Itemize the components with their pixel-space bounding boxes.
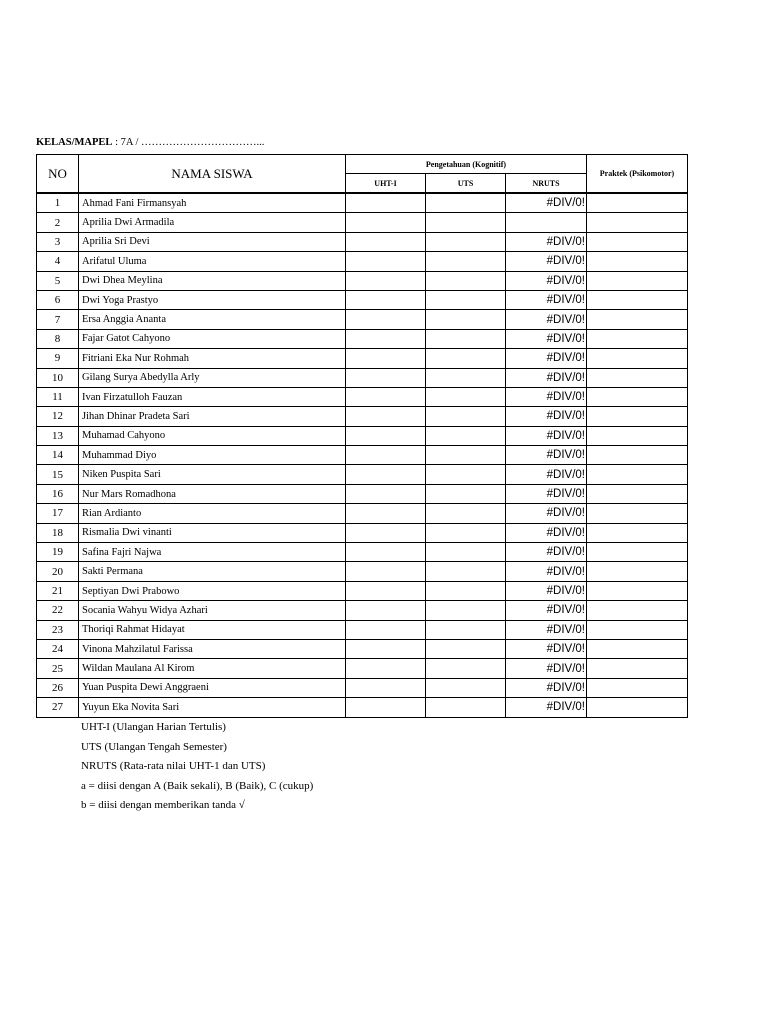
nruts-score-cell bbox=[506, 213, 587, 232]
student-name-cell bbox=[79, 213, 346, 232]
header-cognitive-group: Pengetahuan (Kognitif) bbox=[346, 155, 587, 174]
student-name-cell-text: Aprilia Sri Devi bbox=[82, 236, 150, 248]
practice-score-cell bbox=[587, 329, 688, 348]
uts-score-cell bbox=[426, 581, 506, 600]
practice-score-cell bbox=[587, 446, 688, 465]
uht-score-cell bbox=[346, 523, 426, 542]
class-subject-value: : 7A / ……………………………... bbox=[115, 137, 265, 148]
practice-score-cell bbox=[587, 543, 688, 562]
nruts-score-cell bbox=[506, 193, 587, 213]
table-row bbox=[37, 290, 688, 309]
uts-score-cell bbox=[426, 310, 506, 329]
student-name-cell-text: Rismalia Dwi vinanti bbox=[82, 527, 172, 539]
student-name-cell-text: Muhamad Cahyono bbox=[82, 430, 166, 442]
row-number-cell: 19 bbox=[37, 543, 79, 562]
uht-score-cell bbox=[346, 543, 426, 562]
practice-score-cell bbox=[587, 678, 688, 697]
table-row bbox=[37, 426, 688, 445]
student-name-cell-text: Vinona Mahzilatul Farissa bbox=[82, 643, 193, 655]
header-student-name: NAMA SISWA bbox=[79, 155, 346, 194]
nruts-score-cell bbox=[506, 698, 587, 717]
nruts-score-cell-text: #DIV/0! bbox=[546, 391, 585, 404]
uht-score-cell bbox=[346, 271, 426, 290]
student-name-cell-text: Socania Wahyu Widya Azhari bbox=[82, 604, 208, 616]
nruts-score-cell-text: #DIV/0! bbox=[546, 488, 585, 501]
uht-score-cell bbox=[346, 349, 426, 368]
header-practice: Praktek (Psikomotor) bbox=[587, 155, 688, 194]
nruts-score-cell bbox=[506, 465, 587, 484]
nruts-score-cell bbox=[506, 310, 587, 329]
practice-score-cell bbox=[587, 310, 688, 329]
nruts-score-cell-text: #DIV/0! bbox=[546, 585, 585, 597]
student-name-cell bbox=[79, 426, 346, 445]
header-uht: UHT-I bbox=[346, 174, 426, 194]
table-row bbox=[37, 446, 688, 465]
nruts-score-cell-text: #DIV/0! bbox=[546, 526, 585, 539]
uts-score-cell bbox=[426, 562, 506, 581]
table-row bbox=[37, 484, 688, 503]
student-name-cell bbox=[79, 678, 346, 697]
row-number-cell: 16 bbox=[37, 484, 79, 503]
uts-score-cell bbox=[426, 252, 506, 271]
uts-score-cell bbox=[426, 523, 506, 542]
student-name-cell bbox=[79, 193, 346, 213]
nruts-score-cell-text: #DIV/0! bbox=[546, 507, 585, 520]
legend-notes bbox=[81, 718, 313, 816]
nruts-score-cell bbox=[506, 581, 587, 600]
nruts-score-cell-text: #DIV/0! bbox=[546, 274, 585, 287]
table-row bbox=[37, 387, 688, 406]
student-name-cell bbox=[79, 601, 346, 620]
note-a: a = diisi dengan A (Baik sekali), B (Baik), C (cukup) bbox=[81, 779, 314, 792]
student-name-cell bbox=[79, 368, 346, 387]
nruts-score-cell bbox=[506, 426, 587, 445]
nruts-score-cell-text: #DIV/0! bbox=[546, 313, 585, 326]
uts-score-cell bbox=[426, 193, 506, 213]
nruts-score-cell-text: #DIV/0! bbox=[546, 623, 585, 636]
student-name-cell bbox=[79, 252, 346, 271]
nruts-score-cell-text: #DIV/0! bbox=[546, 332, 585, 345]
table-row bbox=[37, 407, 688, 426]
uts-score-cell bbox=[426, 698, 506, 717]
practice-score-cell bbox=[587, 252, 688, 271]
uts-score-cell bbox=[426, 601, 506, 620]
uht-score-cell bbox=[346, 446, 426, 465]
table-row bbox=[37, 465, 688, 484]
nruts-score-cell bbox=[506, 387, 587, 406]
uts-score-cell bbox=[426, 426, 506, 445]
row-number-cell: 4 bbox=[37, 252, 79, 271]
practice-score-cell bbox=[587, 426, 688, 445]
practice-score-cell bbox=[587, 387, 688, 406]
student-name-cell-text: Aprilia Dwi Armadila bbox=[82, 217, 175, 229]
uht-score-cell bbox=[346, 387, 426, 406]
row-number-cell: 23 bbox=[37, 620, 79, 639]
row-number-cell: 22 bbox=[37, 601, 79, 620]
uts-score-cell bbox=[426, 484, 506, 503]
nruts-score-cell-text: #DIV/0! bbox=[546, 197, 585, 210]
nruts-score-cell-text: #DIV/0! bbox=[546, 294, 585, 307]
practice-score-cell bbox=[587, 349, 688, 368]
nruts-score-cell bbox=[506, 252, 587, 271]
nruts-score-cell bbox=[506, 349, 587, 368]
row-number-cell: 27 bbox=[37, 698, 79, 717]
nruts-score-cell bbox=[506, 368, 587, 387]
table-row bbox=[37, 329, 688, 348]
nruts-score-cell bbox=[506, 523, 587, 542]
student-name-cell bbox=[79, 543, 346, 562]
uht-score-cell bbox=[346, 601, 426, 620]
student-name-cell bbox=[79, 698, 346, 717]
practice-score-cell bbox=[587, 659, 688, 678]
table-row bbox=[37, 659, 688, 678]
uts-score-cell bbox=[426, 271, 506, 290]
table-row bbox=[37, 368, 688, 387]
note-b: b = diisi dengan memberikan tanda √ bbox=[81, 799, 245, 811]
uts-score-cell bbox=[426, 407, 506, 426]
student-name-cell-text: Thoriqi Rahmat Hidayat bbox=[82, 624, 185, 636]
row-number-cell: 14 bbox=[37, 446, 79, 465]
student-name-cell bbox=[79, 581, 346, 600]
uht-score-cell bbox=[346, 426, 426, 445]
practice-score-cell bbox=[587, 232, 688, 251]
table-row bbox=[37, 601, 688, 620]
practice-score-cell bbox=[587, 193, 688, 213]
nruts-score-cell-text: #DIV/0! bbox=[546, 565, 585, 578]
uht-score-cell bbox=[346, 213, 426, 232]
nruts-score-cell-text: #DIV/0! bbox=[546, 701, 585, 714]
student-name-cell bbox=[79, 349, 346, 368]
table-row bbox=[37, 678, 688, 697]
uht-score-cell bbox=[346, 484, 426, 503]
table-row bbox=[37, 581, 688, 600]
nruts-score-cell bbox=[506, 562, 587, 581]
practice-score-cell bbox=[587, 639, 688, 658]
practice-score-cell bbox=[587, 523, 688, 542]
uht-score-cell bbox=[346, 368, 426, 387]
row-number-cell: 24 bbox=[37, 639, 79, 658]
nruts-score-cell bbox=[506, 271, 587, 290]
table-row bbox=[37, 349, 688, 368]
row-number-cell: 26 bbox=[37, 678, 79, 697]
row-number-cell: 11 bbox=[37, 387, 79, 406]
practice-score-cell bbox=[587, 484, 688, 503]
nruts-score-cell bbox=[506, 407, 587, 426]
uts-score-cell bbox=[426, 290, 506, 309]
student-name-cell bbox=[79, 484, 346, 503]
student-name-cell-text: Gilang Surya Abedylla Arly bbox=[82, 372, 200, 384]
student-name-cell bbox=[79, 465, 346, 484]
student-name-cell bbox=[79, 523, 346, 542]
nruts-score-cell-text: #DIV/0! bbox=[546, 662, 585, 675]
student-name-cell-text: Safina Fajri Najwa bbox=[82, 546, 162, 558]
row-number-cell: 8 bbox=[37, 329, 79, 348]
table-row bbox=[37, 523, 688, 542]
table-row bbox=[37, 620, 688, 639]
student-name-cell bbox=[79, 639, 346, 658]
student-name-cell bbox=[79, 329, 346, 348]
row-number-cell: 6 bbox=[37, 290, 79, 309]
nruts-score-cell-text: #DIV/0! bbox=[546, 371, 585, 384]
student-name-cell-text: Fajar Gatot Cahyono bbox=[82, 333, 171, 345]
nruts-score-cell bbox=[506, 484, 587, 503]
student-name-cell-text: Dwi Dhea Meylina bbox=[82, 275, 163, 287]
student-name-cell-text: Arifatul Uluma bbox=[82, 255, 147, 267]
uts-score-cell bbox=[426, 504, 506, 523]
practice-score-cell bbox=[587, 504, 688, 523]
row-number-cell: 25 bbox=[37, 659, 79, 678]
student-name-cell bbox=[79, 387, 346, 406]
table-row bbox=[37, 698, 688, 717]
table-row bbox=[37, 193, 688, 213]
nruts-score-cell bbox=[506, 543, 587, 562]
practice-score-cell bbox=[587, 698, 688, 717]
practice-score-cell bbox=[587, 290, 688, 309]
class-subject-label: KELAS/MAPEL bbox=[36, 137, 113, 148]
row-number-cell: 15 bbox=[37, 465, 79, 484]
header-uts: UTS bbox=[426, 174, 506, 194]
nruts-score-cell-text: #DIV/0! bbox=[546, 681, 585, 694]
note-uts: UTS (Ulangan Tengah Semester) bbox=[81, 740, 227, 753]
nruts-score-cell-text: #DIV/0! bbox=[546, 449, 585, 462]
student-name-cell-text: Ersa Anggia Ananta bbox=[82, 314, 166, 326]
uht-score-cell bbox=[346, 465, 426, 484]
row-number-cell: 5 bbox=[37, 271, 79, 290]
row-number-cell: 9 bbox=[37, 349, 79, 368]
student-name-cell bbox=[79, 232, 346, 251]
row-number-cell: 13 bbox=[37, 426, 79, 445]
student-name-cell-text: Ahmad Fani Firmansyah bbox=[82, 197, 187, 209]
uts-score-cell bbox=[426, 387, 506, 406]
practice-score-cell bbox=[587, 213, 688, 232]
student-name-cell-text: Septiyan Dwi Prabowo bbox=[82, 585, 180, 597]
row-number-cell: 3 bbox=[37, 232, 79, 251]
nruts-score-cell bbox=[506, 446, 587, 465]
nruts-score-cell-text: #DIV/0! bbox=[546, 429, 585, 442]
uts-score-cell bbox=[426, 465, 506, 484]
header-no: NO bbox=[37, 155, 79, 194]
table-row bbox=[37, 562, 688, 581]
nruts-score-cell bbox=[506, 601, 587, 620]
uht-score-cell bbox=[346, 252, 426, 271]
uts-score-cell bbox=[426, 232, 506, 251]
table-row bbox=[37, 271, 688, 290]
nruts-score-cell bbox=[506, 620, 587, 639]
uht-score-cell bbox=[346, 504, 426, 523]
nruts-score-cell bbox=[506, 329, 587, 348]
student-name-cell-text: Yuyun Eka Novita Sari bbox=[82, 701, 180, 713]
uts-score-cell bbox=[426, 543, 506, 562]
uht-score-cell bbox=[346, 329, 426, 348]
practice-score-cell bbox=[587, 581, 688, 600]
practice-score-cell bbox=[587, 601, 688, 620]
student-name-cell bbox=[79, 407, 346, 426]
nruts-score-cell bbox=[506, 678, 587, 697]
uht-score-cell bbox=[346, 232, 426, 251]
nruts-score-cell-text: #DIV/0! bbox=[546, 255, 585, 268]
row-number-cell: 18 bbox=[37, 523, 79, 542]
uht-score-cell bbox=[346, 310, 426, 329]
row-number-cell: 17 bbox=[37, 504, 79, 523]
uht-score-cell bbox=[346, 698, 426, 717]
student-name-cell bbox=[79, 290, 346, 309]
uht-score-cell bbox=[346, 678, 426, 697]
student-name-cell-text: Yuan Puspita Dewi Anggraeni bbox=[82, 682, 209, 694]
nruts-score-cell-text: #DIV/0! bbox=[546, 468, 585, 481]
nruts-score-cell-text: #DIV/0! bbox=[546, 643, 585, 656]
uht-score-cell bbox=[346, 193, 426, 213]
uts-score-cell bbox=[426, 639, 506, 658]
uts-score-cell bbox=[426, 659, 506, 678]
nruts-score-cell-text: #DIV/0! bbox=[546, 410, 585, 423]
table-row bbox=[37, 504, 688, 523]
uht-score-cell bbox=[346, 639, 426, 658]
table-row bbox=[37, 310, 688, 329]
row-number-cell: 12 bbox=[37, 407, 79, 426]
student-name-cell-text: Niken Puspita Sari bbox=[82, 469, 161, 481]
table-row bbox=[37, 252, 688, 271]
uts-score-cell bbox=[426, 349, 506, 368]
student-name-cell-text: Muhammad Diyo bbox=[82, 449, 157, 461]
row-number-cell: 20 bbox=[37, 562, 79, 581]
uht-score-cell bbox=[346, 581, 426, 600]
uht-score-cell bbox=[346, 620, 426, 639]
student-name-cell bbox=[79, 562, 346, 581]
uts-score-cell bbox=[426, 678, 506, 697]
row-number-cell: 1 bbox=[37, 193, 79, 213]
practice-score-cell bbox=[587, 465, 688, 484]
nruts-score-cell bbox=[506, 659, 587, 678]
uht-score-cell bbox=[346, 407, 426, 426]
note-nruts: NRUTS (Rata-rata nilai UHT-1 dan UTS) bbox=[81, 760, 266, 772]
nruts-score-cell bbox=[506, 232, 587, 251]
student-name-cell-text: Rian Ardianto bbox=[82, 507, 142, 519]
uht-score-cell bbox=[346, 659, 426, 678]
practice-score-cell bbox=[587, 271, 688, 290]
student-name-cell-text: Sakti Permana bbox=[82, 566, 143, 578]
student-name-cell-text: Dwi Yoga Prastyo bbox=[82, 294, 159, 306]
student-name-cell bbox=[79, 310, 346, 329]
nruts-score-cell bbox=[506, 290, 587, 309]
uts-score-cell bbox=[426, 368, 506, 387]
student-name-cell-text: Ivan Firzatulloh Fauzan bbox=[82, 391, 183, 403]
uht-score-cell bbox=[346, 290, 426, 309]
header-nruts: NRUTS bbox=[506, 174, 587, 194]
table-row bbox=[37, 213, 688, 232]
grades-table bbox=[36, 154, 688, 718]
row-number-cell: 7 bbox=[37, 310, 79, 329]
nruts-score-cell bbox=[506, 504, 587, 523]
student-name-cell-text: Jihan Dhinar Pradeta Sari bbox=[82, 410, 190, 422]
nruts-score-cell-text: #DIV/0! bbox=[546, 546, 585, 559]
nruts-score-cell-text bbox=[585, 217, 586, 229]
class-subject-line bbox=[36, 137, 264, 148]
student-name-cell-text: Fitriani Eka Nur Rohmah bbox=[82, 352, 190, 364]
uts-score-cell bbox=[426, 329, 506, 348]
uht-score-cell bbox=[346, 562, 426, 581]
table-row bbox=[37, 543, 688, 562]
practice-score-cell bbox=[587, 562, 688, 581]
student-name-cell bbox=[79, 620, 346, 639]
uts-score-cell bbox=[426, 620, 506, 639]
uts-score-cell bbox=[426, 446, 506, 465]
student-name-cell-text: Wildan Maulana Al Kirom bbox=[82, 663, 195, 675]
nruts-score-cell-text: #DIV/0! bbox=[546, 604, 585, 617]
student-name-cell bbox=[79, 504, 346, 523]
uts-score-cell bbox=[426, 213, 506, 232]
table-row bbox=[37, 232, 688, 251]
student-name-cell bbox=[79, 271, 346, 290]
nruts-score-cell-text: #DIV/0! bbox=[546, 352, 585, 365]
note-uht: UHT-I (Ulangan Harian Tertulis) bbox=[81, 721, 226, 733]
row-number-cell: 10 bbox=[37, 368, 79, 387]
student-name-cell bbox=[79, 659, 346, 678]
nruts-score-cell-text: #DIV/0! bbox=[546, 235, 585, 248]
row-number-cell: 2 bbox=[37, 213, 79, 232]
practice-score-cell bbox=[587, 620, 688, 639]
practice-score-cell bbox=[587, 368, 688, 387]
row-number-cell: 21 bbox=[37, 581, 79, 600]
practice-score-cell bbox=[587, 407, 688, 426]
nruts-score-cell bbox=[506, 639, 587, 658]
student-name-cell bbox=[79, 446, 346, 465]
table-row bbox=[37, 639, 688, 658]
student-name-cell-text: Nur Mars Romadhona bbox=[82, 488, 176, 500]
